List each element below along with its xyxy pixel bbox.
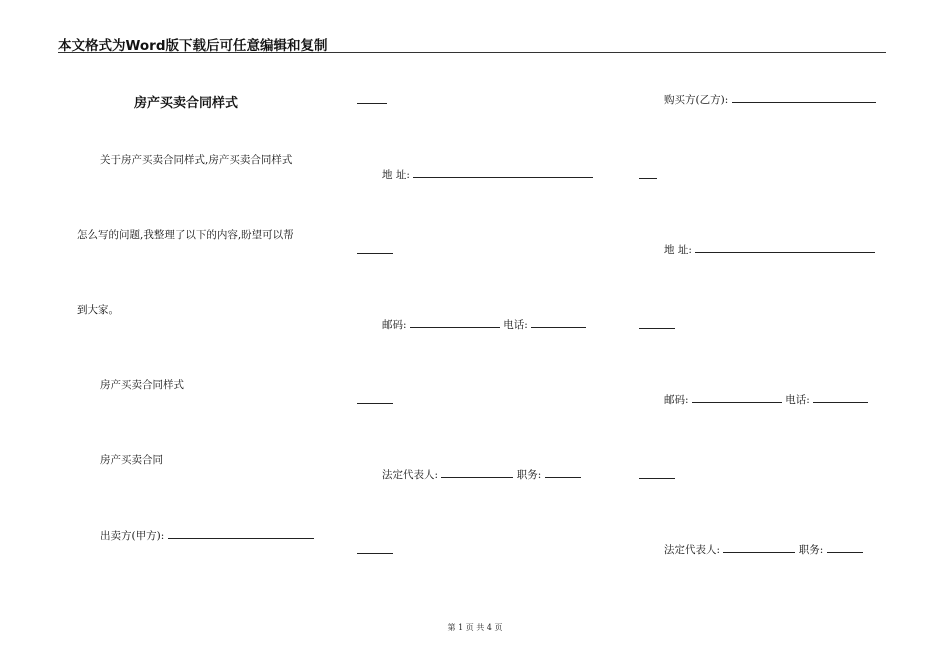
- buyer-address-row: [664, 242, 875, 257]
- seller-address-blank[interactable]: [413, 167, 593, 178]
- buyer-phone-blank[interactable]: [813, 392, 868, 403]
- seller-postcode-blank[interactable]: [410, 317, 500, 328]
- section-heading-1: 房产买卖合同样式: [100, 379, 184, 391]
- seller-row: [100, 528, 314, 543]
- blank-line[interactable]: [357, 553, 393, 554]
- buyer-row: [664, 92, 876, 107]
- blank-line[interactable]: [357, 403, 393, 404]
- seller-phone-label: 电话:: [503, 319, 528, 331]
- left-column: [0, 0, 330, 672]
- seller-postcode-label: 邮码:: [382, 319, 407, 331]
- header-text: 本文格式为Word版下载后可任意编辑和复制: [58, 38, 328, 54]
- seller-position-label: 职务:: [516, 469, 542, 481]
- buyer-legal-rep-label: 法定代表人:: [664, 544, 721, 556]
- buyer-contact-row: [664, 392, 868, 407]
- buyer-legal-rep-row: [664, 542, 863, 557]
- middle-column: [340, 0, 620, 672]
- buyer-address-blank[interactable]: [695, 242, 875, 253]
- seller-position-blank[interactable]: [545, 467, 581, 478]
- intro-line-1: 关于房产买卖合同样式,房产买卖合同样式: [100, 154, 293, 166]
- right-column: [620, 0, 900, 672]
- buyer-label: 购买方(乙方):: [664, 94, 729, 106]
- blank-line[interactable]: [357, 253, 393, 254]
- seller-phone-blank[interactable]: [531, 317, 586, 328]
- buyer-postcode-label: 邮码:: [664, 394, 689, 406]
- buyer-blank[interactable]: [732, 92, 876, 103]
- seller-legal-rep-blank[interactable]: [441, 467, 513, 478]
- blank-line[interactable]: [357, 103, 387, 104]
- seller-legal-rep-label: 法定代表人:: [382, 469, 439, 481]
- seller-address-label: 地 址:: [382, 169, 410, 181]
- document-title: 房产买卖合同样式: [134, 96, 239, 111]
- blank-line[interactable]: [639, 478, 675, 479]
- seller-contact-row: [382, 317, 586, 332]
- intro-line-3: 到大家。: [77, 304, 119, 316]
- seller-blank[interactable]: [168, 528, 314, 539]
- seller-label: 出卖方(甲方):: [100, 530, 165, 542]
- buyer-position-blank[interactable]: [827, 542, 863, 553]
- buyer-address-label: 地 址:: [664, 244, 692, 256]
- buyer-phone-label: 电话:: [785, 394, 810, 406]
- section-heading-2: 房产买卖合同: [100, 454, 163, 466]
- buyer-legal-rep-blank[interactable]: [723, 542, 795, 553]
- buyer-position-label: 职务:: [798, 544, 824, 556]
- blank-line[interactable]: [639, 328, 675, 329]
- intro-line-2: 怎么写的问题,我整理了以下的内容,盼望可以帮: [77, 229, 294, 241]
- page-footer: 第 1 页 共 4 页: [447, 623, 503, 632]
- buyer-postcode-blank[interactable]: [692, 392, 782, 403]
- seller-address-row: [382, 167, 593, 182]
- blank-line[interactable]: [639, 178, 657, 179]
- seller-legal-rep-row: [382, 467, 581, 482]
